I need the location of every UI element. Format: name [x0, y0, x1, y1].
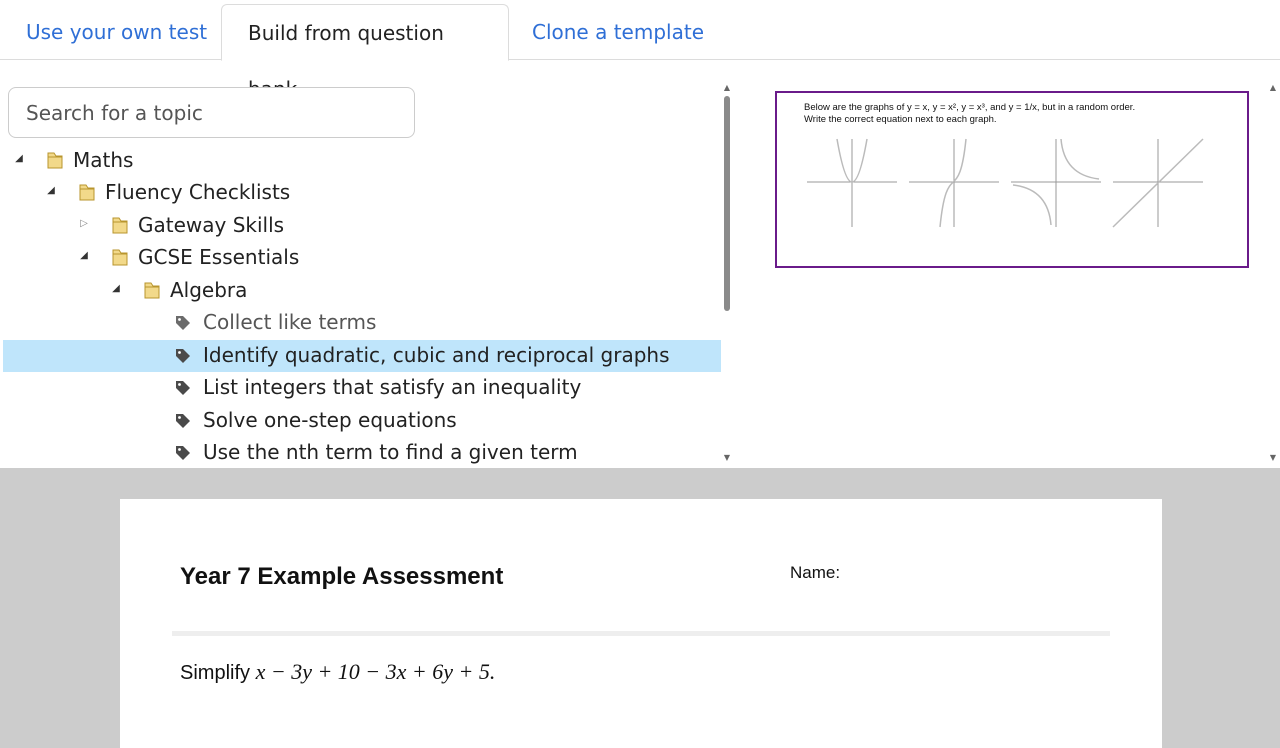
graph-reciprocal — [1011, 139, 1101, 227]
folder-icon — [110, 215, 130, 235]
scroll-down-icon[interactable]: ▼ — [1269, 453, 1277, 462]
question-preview — [775, 91, 1249, 268]
tree-node-label: Fluency Checklists — [105, 180, 291, 204]
tab-use-your-own-test[interactable]: Use your own test — [26, 20, 208, 44]
tree-node-algebra[interactable] — [3, 275, 721, 307]
graph-linear — [1113, 139, 1203, 227]
assessment-title: Year 7 Example Assessment — [180, 563, 504, 590]
preview-line-1: Below are the graphs of y = x, y = x², y = x³, and y = 1/x, but in a random order. — [804, 102, 1136, 113]
tag-icon — [175, 413, 191, 429]
document-preview-area — [0, 468, 1280, 748]
tree-leaf-label: Collect like terms — [203, 310, 377, 334]
tree-node-label: GCSE Essentials — [138, 245, 300, 269]
tag-icon — [175, 445, 191, 461]
tree-node-label: Algebra — [170, 278, 248, 302]
folder-icon — [142, 280, 162, 300]
preview-graphs-image — [805, 137, 1205, 232]
tree-node-maths[interactable] — [3, 145, 721, 177]
tree-leaf-list-integers[interactable] — [3, 372, 721, 404]
tab-build-from-question-bank[interactable]: Build from question — [221, 4, 509, 61]
tree-leaf-label: List integers that satisfy an inequality — [203, 375, 582, 399]
folder-icon — [110, 247, 130, 267]
preview-line-2: Write the correct equation next to each graph. — [804, 114, 997, 125]
tree-node-label: Maths — [73, 148, 134, 172]
expand-toggle-icon[interactable]: ◢ — [80, 250, 88, 261]
expand-toggle-icon[interactable]: ◢ — [15, 153, 23, 164]
search-input[interactable] — [8, 87, 415, 138]
preview-question-text — [804, 102, 1135, 126]
scroll-up-icon[interactable]: ▲ — [723, 83, 731, 92]
tree-node-fluency-checklists[interactable] — [3, 177, 721, 209]
topic-tree-panel — [0, 61, 737, 464]
folder-icon — [45, 150, 65, 170]
graph-cubic — [909, 139, 999, 227]
graph-quadratic — [807, 139, 897, 227]
tab-clone-a-template[interactable]: Clone a template — [532, 20, 704, 44]
expand-toggle-icon[interactable]: ◢ — [47, 185, 55, 196]
preview-scrollbar[interactable] — [1267, 83, 1279, 463]
tree-scrollbar[interactable] — [721, 83, 733, 463]
scrollbar-thumb[interactable] — [724, 96, 730, 311]
folder-icon — [77, 182, 97, 202]
tree-leaf-label: Use the nth term to find a given term — [203, 440, 578, 464]
tree-node-label: Gateway Skills — [138, 213, 285, 237]
tree-leaf-label: Identify quadratic, cubic and reciprocal graphs — [203, 343, 670, 367]
tag-icon — [175, 315, 191, 331]
expand-toggle-icon[interactable]: ◢ — [112, 283, 120, 294]
assessment-question — [180, 659, 495, 685]
divider — [172, 631, 1110, 636]
tag-icon — [175, 380, 191, 396]
tag-icon — [175, 348, 191, 364]
tree-leaf-identify-graphs[interactable] — [3, 340, 721, 372]
question-prefix: Simplify — [180, 662, 251, 684]
tree-node-gcse-essentials[interactable] — [3, 242, 721, 274]
name-label: Name: — [790, 563, 841, 582]
assessment-page — [120, 499, 1162, 748]
tab-bar — [0, 0, 1280, 60]
collapse-toggle-icon[interactable]: ▷ — [80, 218, 88, 229]
tree-leaf-collect-like-terms[interactable] — [3, 307, 721, 339]
scroll-up-icon[interactable]: ▲ — [1269, 83, 1277, 92]
question-expression: x − 3y + 10 − 3x + 6y + 5. — [255, 659, 496, 684]
scroll-down-icon[interactable]: ▼ — [723, 453, 731, 462]
tree-node-gateway-skills[interactable] — [3, 210, 721, 242]
tree-leaf-label: Solve one-step equations — [203, 408, 457, 432]
tree-leaf-nth-term[interactable] — [3, 437, 721, 464]
tree-leaf-solve-one-step[interactable] — [3, 405, 721, 437]
